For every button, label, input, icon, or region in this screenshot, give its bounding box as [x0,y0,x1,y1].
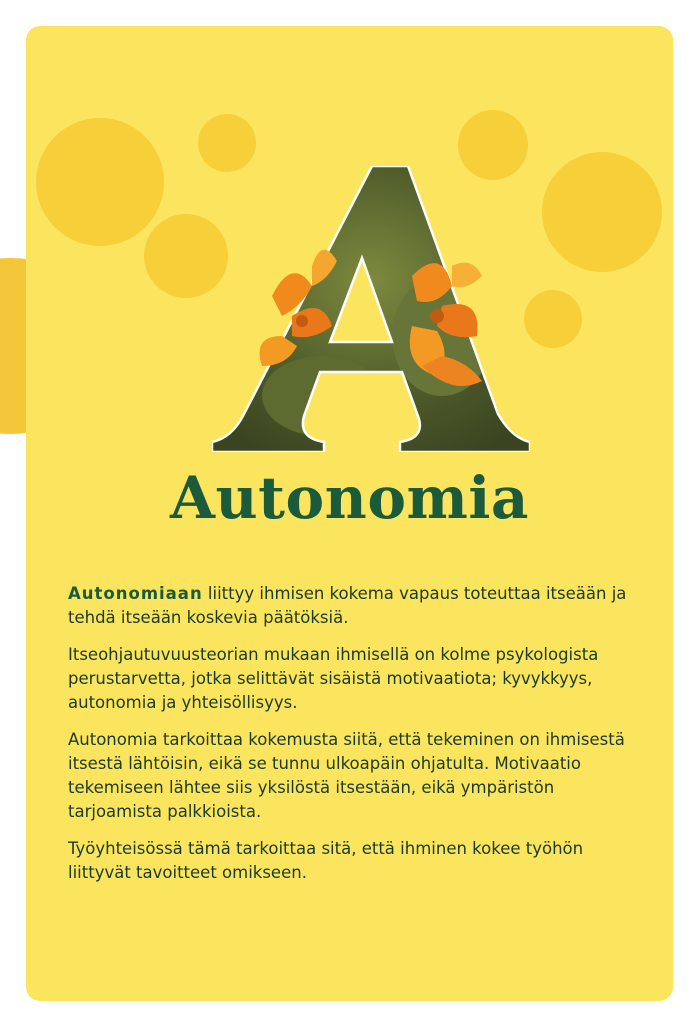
decorative-circle [198,114,256,172]
paragraph: Työyhteisössä tämä tarkoittaa sitä, että ihminen kokee työhön liittyvät tavoitteet omikseen. [68,839,584,882]
letter-a-graphic [212,166,530,452]
paragraph-text: liittyy ihmisen kokema vapaus toteuttaa itseään ja tehdä itseään koskevia päätöksiä. [68,584,627,627]
decorative-circle [36,118,164,246]
paragraph: Autonomia tarkoittaa kokemusta siitä, että tekeminen on ihmisestä itsestä lähtöisin, eikä se tunnu ulkoapäin ohjatulta. Motivaatio tekemiseen lähtee siis yksilöstä itsestään, eikä ympäristön tarjoamista palkkioista. [68,730,625,821]
description-text [68,582,634,898]
decorative-circle [524,290,582,348]
paragraph: Itseohjautuvuusteorian mukaan ihmisellä on kolme psykologista perustarvetta, jotka selittävät sisäistä motivaatiota; kyvykkyys, autonomia ja yhteisöllisyys. [68,645,599,712]
decorative-circle [542,152,662,272]
lead-term: Autonomiaan [68,584,203,603]
letter-a-flower-illustration [212,166,530,452]
page-title: Autonomia [170,464,529,532]
paragraph [68,582,634,630]
